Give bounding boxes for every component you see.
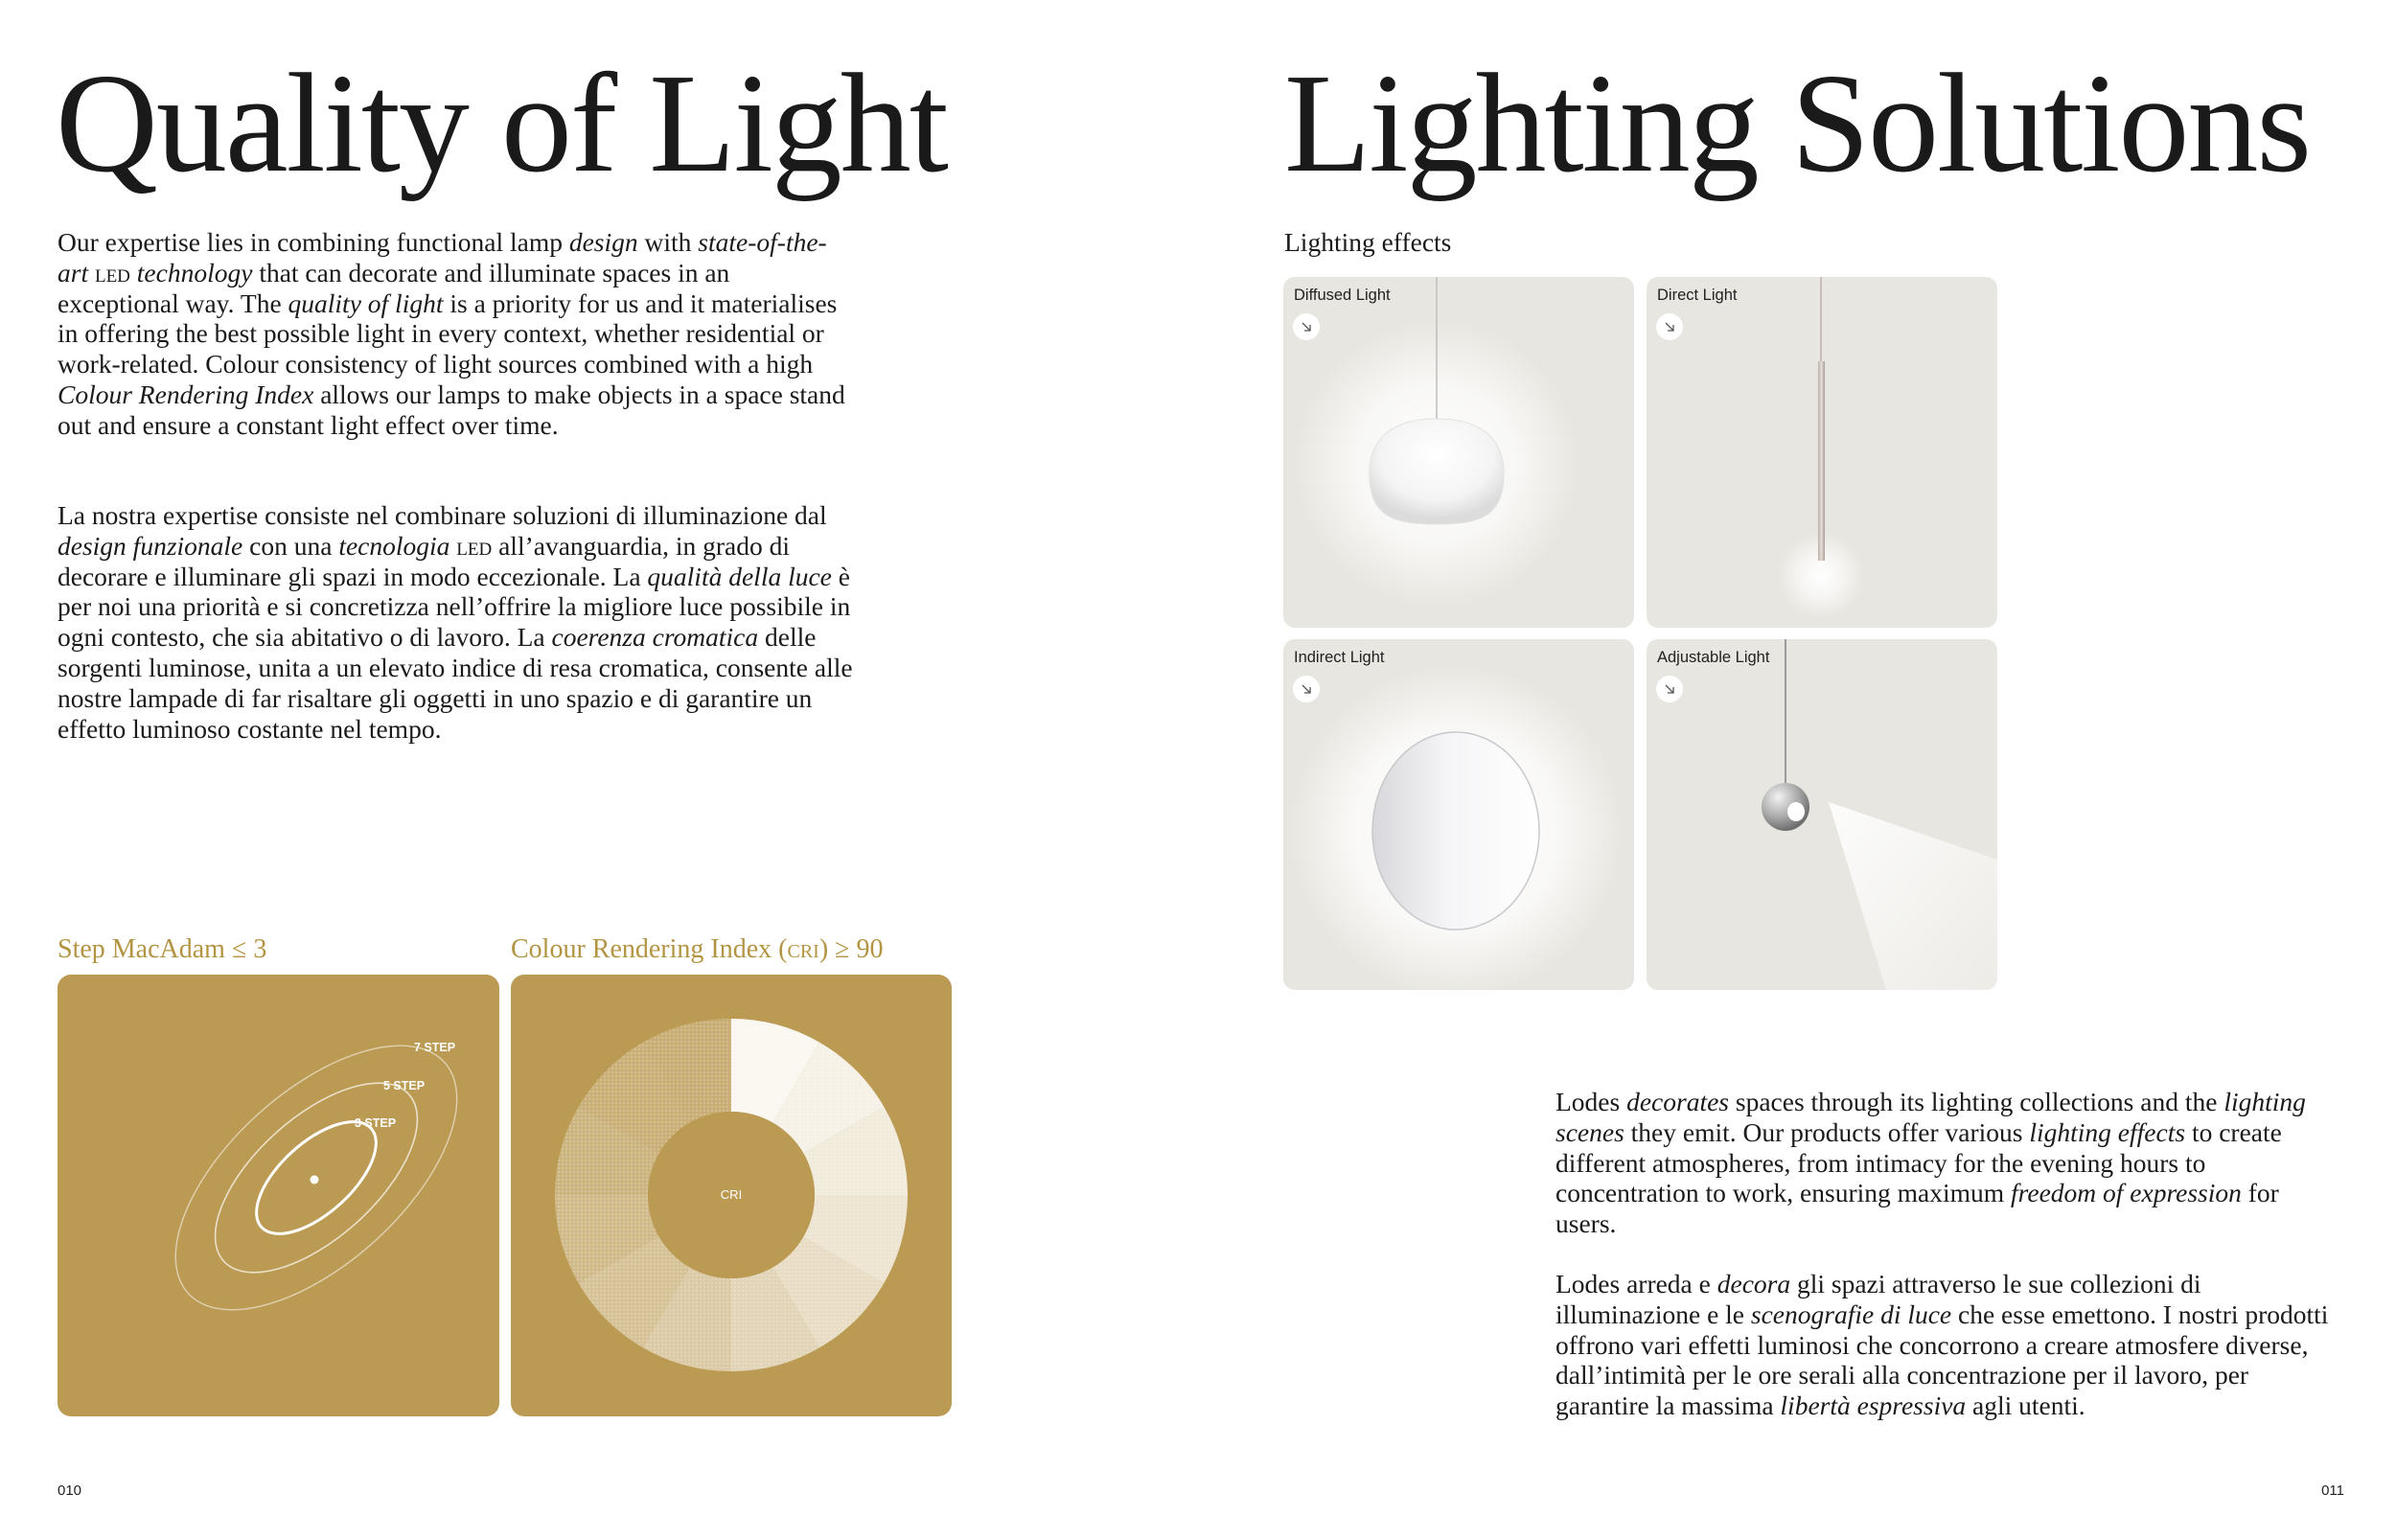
macadam-ellipses-svg xyxy=(58,975,499,1416)
direct-light-label: Direct Light xyxy=(1657,287,1738,304)
right-page-title: Lighting Solutions xyxy=(1284,45,2311,202)
left-page-title: Quality of Light xyxy=(56,45,947,202)
cri-ring-diagram xyxy=(511,975,952,1416)
cri-center-label: CRI xyxy=(720,1187,743,1202)
right-page-number: 011 xyxy=(2321,1483,2344,1499)
arrow-down-right-icon[interactable] xyxy=(1293,676,1320,702)
arrow-down-right-icon[interactable] xyxy=(1656,676,1683,702)
diffused-light-label: Diffused Light xyxy=(1294,287,1391,304)
diffused-light-card[interactable] xyxy=(1283,277,1634,628)
diffused-lamp-illustration xyxy=(1283,277,1634,628)
macadam-ellipse-diagram xyxy=(58,975,499,1416)
direct-light-card[interactable] xyxy=(1647,277,1997,628)
adjustable-light-label: Adjustable Light xyxy=(1657,649,1770,666)
left-page-number: 010 xyxy=(58,1483,82,1499)
macadam-center-point xyxy=(311,1176,319,1184)
arrow-down-right-icon[interactable] xyxy=(1293,313,1320,340)
adjustable-light-card[interactable] xyxy=(1647,639,1997,990)
indirect-light-card[interactable] xyxy=(1283,639,1634,990)
adjustable-lamp-illustration xyxy=(1647,639,1997,990)
cri-ring-svg xyxy=(511,975,952,1416)
direct-lamp-illustration xyxy=(1647,277,1997,628)
left-italian-paragraph: La nostra expertise consiste nel combinare soluzioni di illuminazione dal design funzionale con una tecnologia led all’avanguardia, in grado di decorare e illuminare gli spazi in modo eccezionale. La qualità della luce è per noi una priorità e si concretizza nell’offrire la migliore luce possibile in ogni contesto, che sia abitativo o di lavoro. La coerenza cromatica delle sorgenti luminose, unita a un elevato indice di resa cromatica, consente alle nostre lampade di far risaltare gli oggetti in uno spazio e di garantire un effetto luminoso costante nel tempo. xyxy=(58,500,853,744)
arrow-down-right-icon[interactable] xyxy=(1656,313,1683,340)
left-english-paragraph: Our expertise lies in combining functional lamp design with state-of-the-art led technology that can decorate and illuminate spaces in an exceptional way. The quality of light is a priority for us and it materialises in offering the best possible light in every context, whether residential or work-related. Colour consistency of light sources combined with a high Colour Rendering Index allows our lamps to make objects in a space stand out and ensure a constant light effect over time. xyxy=(58,227,845,440)
lighting-effects-label: Lighting effects xyxy=(1284,227,1452,257)
cri-label: Colour Rendering Index (cri) ≥ 90 xyxy=(511,934,884,964)
step-3-label: 3 STEP xyxy=(355,1116,397,1130)
indirect-lamp-illustration xyxy=(1283,639,1634,990)
right-english-paragraph: Lodes decorates spaces through its lighting collections and the lighting scenes they emit. Our products offer various lighting effects to create different atmospheres, from intimacy for the evening hours to concentration to work, ensuring maximum freedom of expression for users. xyxy=(1555,1087,2306,1239)
step-7-label: 7 STEP xyxy=(414,1041,456,1054)
macadam-label: Step MacAdam ≤ 3 xyxy=(58,934,267,964)
step-5-label: 5 STEP xyxy=(383,1079,426,1092)
right-italian-paragraph: Lodes arreda e decora gli spazi attraverso le sue collezioni di illuminazione e le scenografie di luce che esse emettono. I nostri prodotti offrono vari effetti luminosi che concorrono a creare atmosfere diverse, dall’intimità per le ore serali alla concentrazione per il lavoro, per garantire la massima libertà espressiva agli utenti. xyxy=(1555,1269,2329,1421)
indirect-light-label: Indirect Light xyxy=(1294,649,1385,666)
